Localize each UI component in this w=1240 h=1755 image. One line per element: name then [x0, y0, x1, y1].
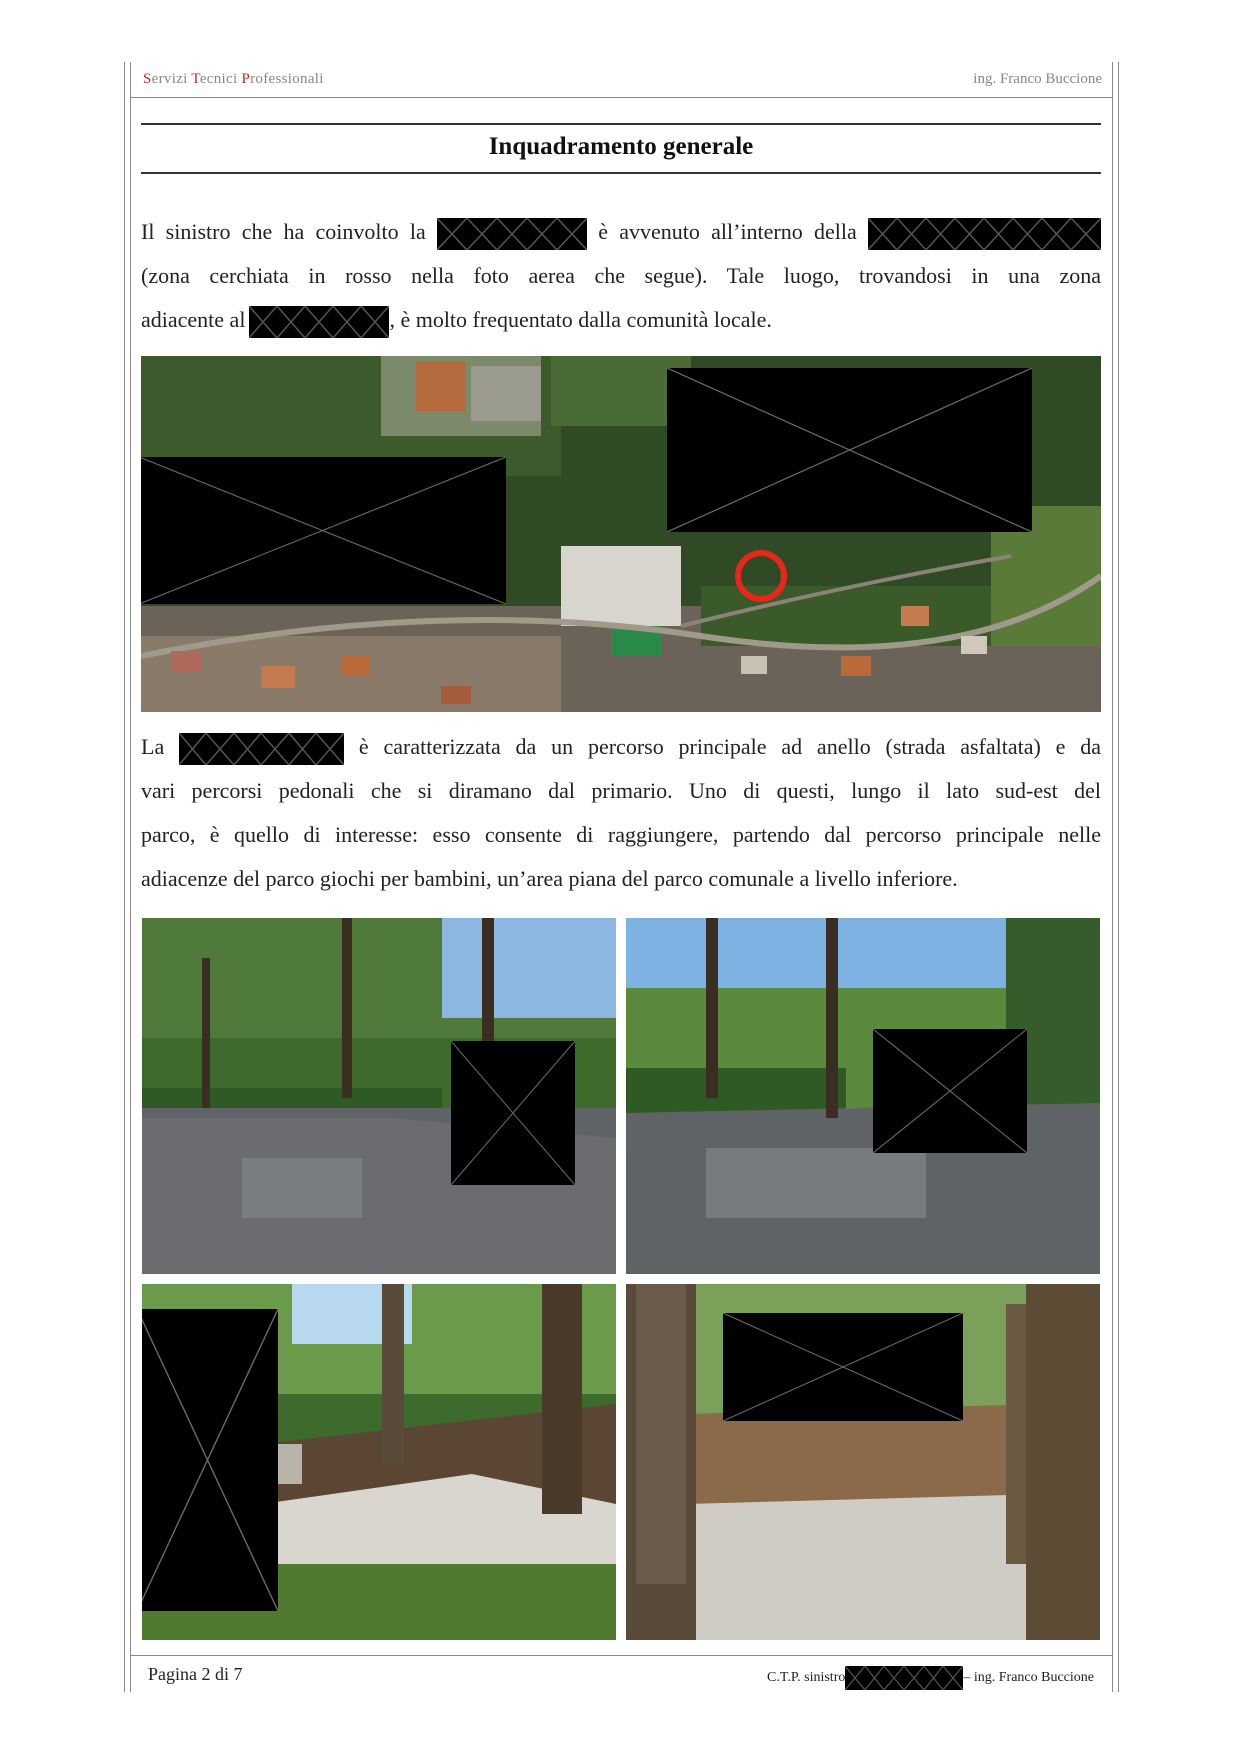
path-photo-4	[626, 1284, 1100, 1640]
footer-reference: C.T.P. sinistro – ing. Franco Buccione	[767, 1666, 1094, 1690]
redacted-block	[451, 1041, 575, 1185]
frame-left-outer	[124, 62, 125, 1692]
redacted-block	[437, 218, 587, 250]
footer-divider	[130, 1655, 1112, 1656]
description-paragraph	[141, 725, 1101, 901]
desc-line-1: La è caratterizzata da un percorso principale ad anello (strada asfaltata) e da	[141, 725, 1101, 769]
path-photo-2	[626, 918, 1100, 1274]
redacted-block	[723, 1313, 963, 1421]
title-rule-top	[141, 123, 1101, 125]
redacted-block	[667, 368, 1032, 532]
path-photo-1	[142, 918, 616, 1274]
redacted-block	[249, 306, 389, 338]
location-circle-marker	[731, 546, 791, 606]
redacted-block	[845, 1666, 963, 1690]
aerial-photo	[141, 356, 1101, 712]
intro-line-2: (zona cerchiata in rosso nella foto aerea che segue). Tale luogo, trovandosi in una zona	[141, 263, 1101, 288]
intro-line-3: adiacente al , è molto frequentato dalla comunità locale.	[141, 298, 1101, 342]
page-title: Inquadramento generale	[488, 133, 754, 160]
redacted-block	[141, 457, 506, 604]
redacted-block	[179, 733, 344, 765]
desc-line-4: adiacenze del parco giochi per bambini, un’area piana del parco comunale a livello inferiore.	[141, 866, 958, 891]
frame-right-outer	[1118, 62, 1119, 1692]
header-divider	[130, 97, 1112, 98]
header-author: ing. Franco Buccione	[973, 71, 1102, 87]
page-number: Pagina 2 di 7	[148, 1664, 243, 1684]
frame-right-inner	[1112, 62, 1113, 1692]
header-company-name: Servizi Tecnici Professionali	[143, 71, 324, 87]
redacted-block	[142, 1309, 278, 1611]
intro-line-1: Il sinistro che ha coinvolto la è avvenuto all’interno della	[141, 210, 1101, 254]
path-photo-3	[142, 1284, 616, 1640]
desc-line-3: parco, è quello di interesse: esso consente di raggiungere, partendo dal percorso principale nelle	[141, 822, 1101, 847]
redacted-block	[868, 218, 1101, 250]
redacted-block	[873, 1029, 1027, 1153]
intro-paragraph	[141, 210, 1101, 342]
frame-left-inner	[130, 62, 131, 1692]
desc-line-2: vari percorsi pedonali che si diramano dal primario. Uno di questi, lungo il lato sud-est del	[141, 778, 1101, 803]
title-rule-bottom	[141, 172, 1101, 174]
